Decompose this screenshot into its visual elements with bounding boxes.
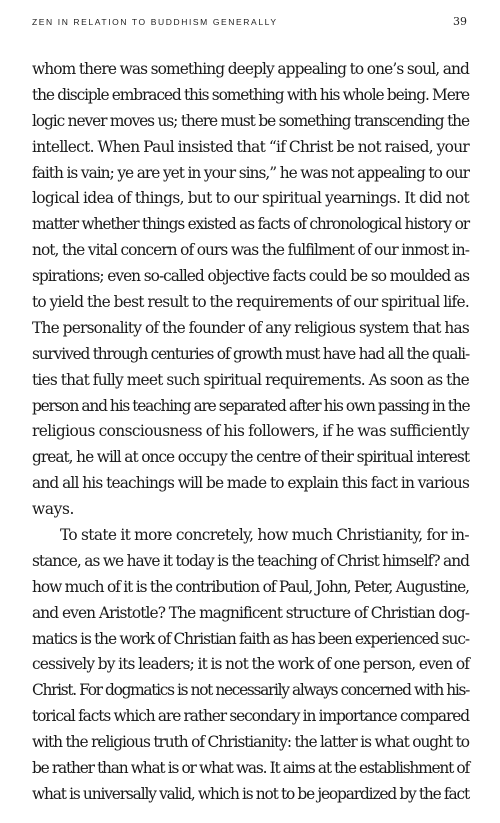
text-line: and even Aristotle? The magnificent structure of Christian dog- — [32, 603, 469, 622]
text-line: cessively by its leaders; it is not the work of one person, even of — [32, 655, 470, 674]
text-line: the disciple embraced this something with his whole being. Mere — [32, 85, 469, 104]
text-line: person and his teaching are separated after his own passing in the — [32, 396, 470, 415]
text-line: The personality of the founder of any religious system that has — [32, 318, 469, 337]
text-line: Christ. For dogmatics is not necessarily always concerned with his- — [32, 681, 469, 700]
text-line: intellect. When Paul insisted that “if Christ be not raised, your — [32, 137, 470, 156]
page-number: 39 — [453, 15, 467, 28]
text-line: matter whether things existed as facts of chronological history or — [32, 215, 469, 234]
text-line: religious consciousness of his followers, if he was sufficiently — [32, 422, 469, 441]
body-text — [32, 57, 469, 808]
running-head: ZEN IN RELATION TO BUDDHISM GENERALLY — [32, 17, 278, 27]
text-line: logic never moves us; there must be something transcending the — [32, 111, 469, 130]
text-line: faith is vain; ye are yet in your sins,” he was not appealing to our — [32, 163, 469, 182]
text-line: ties that fully meet such spiritual requirements. As soon as the — [32, 370, 469, 389]
text-line: to yield the best result to the requirements of our spiritual life. — [32, 293, 469, 312]
text-line: how much of it is the contribution of Paul, John, Peter, Augustine, — [32, 577, 469, 596]
text-line: not, the vital concern of ours was the fulfilment of our inmost in- — [32, 241, 469, 260]
text-line: whom there was something deeply appealing to one’s soul, and — [32, 60, 469, 78]
text-line: matics is the work of Christian faith as has been experienced suc- — [32, 629, 469, 648]
text-line: To state it more concretely, how much Christianity, for in- — [60, 526, 469, 545]
paragraph-2 — [32, 523, 469, 808]
text-line: torical facts which are rather secondary in importance compared — [32, 707, 469, 726]
text-line: and all his teachings will be made to explain this fact in various — [32, 474, 469, 493]
text-line: spirations; even so-called objective facts could be so moulded as — [32, 267, 469, 286]
text-line: survived through centuries of growth must have had all the quali- — [32, 344, 469, 363]
text-line: be rather than what is or what was. It aims at the establishment of — [32, 759, 469, 778]
text-line: with the religious truth of Christianity: the latter is what ought to — [32, 733, 469, 752]
text-line: what is universally valid, which is not to be jeopardized by the fact — [32, 784, 469, 803]
text-line: logical idea of things, but to our spiritual yearnings. It did not — [32, 189, 469, 208]
text-line: great, he will at once occupy the centre of their spiritual interest — [32, 448, 469, 467]
text-line: ways. — [32, 500, 75, 519]
paragraph-1 — [32, 57, 469, 523]
text-line: stance, as we have it today is the teaching of Christ himself? and — [32, 551, 469, 570]
